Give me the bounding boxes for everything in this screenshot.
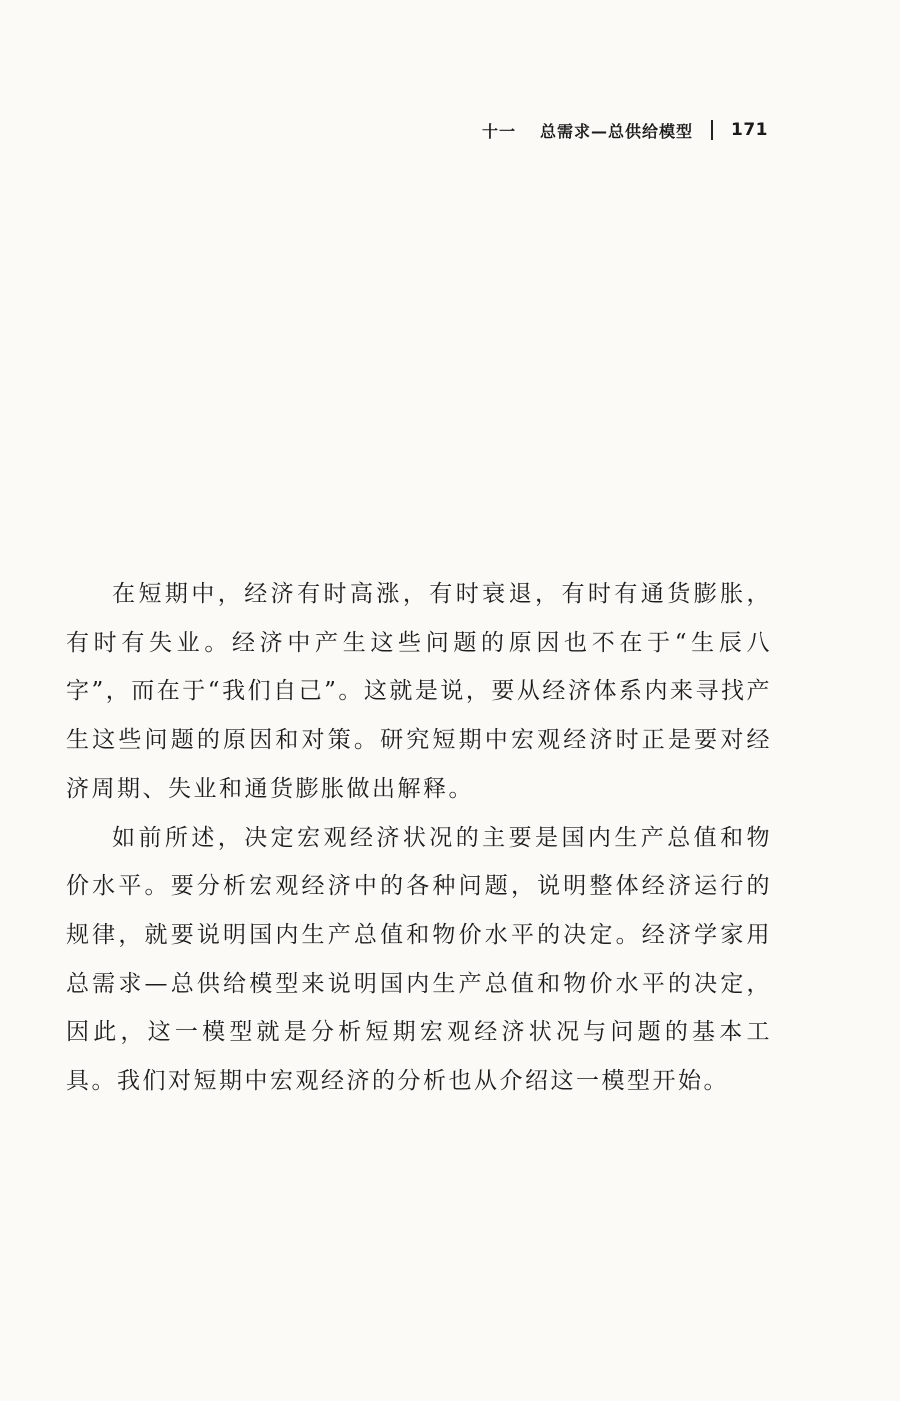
chapter-title: 总需求—总供给模型 bbox=[539, 121, 693, 141]
body-text bbox=[66, 570, 772, 1106]
paragraph-1: 在短期中，经济有时高涨，有时衰退，有时有通货膨胀，有时有失业。经济中产生这些问题的原因也不在于“生辰八字”，而在于“我们自己”。这就是说，要从经济体系内来寻找产生这些问题的原因和对策。研究短期中宏观经济时正是要对经济周期、失业和通货膨胀做出解释。 bbox=[66, 581, 772, 802]
chapter-number: 十一 bbox=[481, 121, 516, 141]
paragraph-2: 如前所述，决定宏观经济状况的主要是国内生产总值和物价水平。要分析宏观经济中的各种问题，说明整体经济运行的规律，就要说明国内生产总值和物价水平的决定。经济学家用总需求—总供给模型来说明国内生产总值和物价水平的决定，因此，这一模型就是分析短期宏观经济状况与问题的基本工具。我们对短期中宏观经济的分析也从介绍这一模型开始。 bbox=[66, 824, 772, 1095]
running-header bbox=[482, 115, 768, 145]
page-number: 171 bbox=[731, 120, 768, 140]
header-divider bbox=[711, 120, 713, 140]
